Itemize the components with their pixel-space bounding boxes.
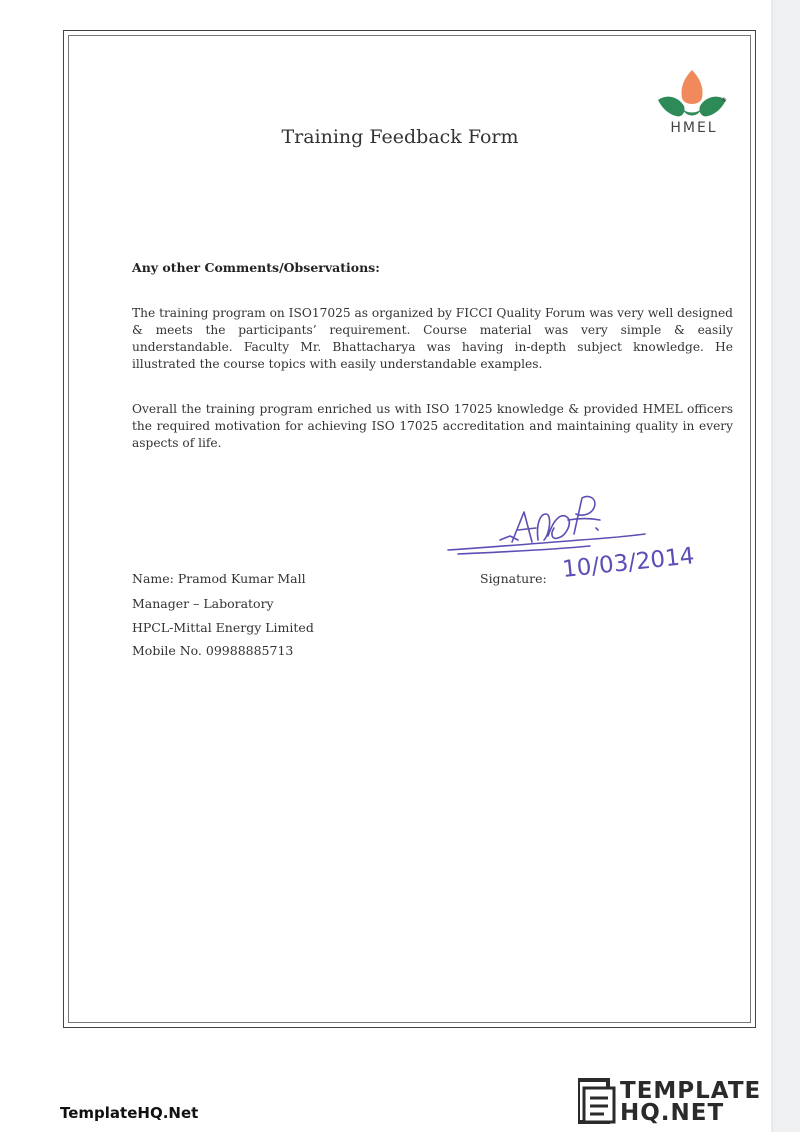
footer-site-name: TemplateHQ.Net [60,1104,199,1122]
section-heading: Any other Comments/Observations: [132,260,380,275]
signature-date: 10/03/2014 [561,543,696,583]
contact-designation: Manager – Laboratory [132,596,274,611]
comment-paragraph-1: The training program on ISO17025 as organized by FICCI Quality Forum was very well designed & meets the participants’ requirement. Course material was very simple & easily understandable. Faculty Mr. Bhattacharya was having in-depth subject knowledge. He illustrated the course topics with easily understandable examples. [132,306,733,371]
page-title: Training Feedback Form [281,126,519,148]
logo-registered-mark: ® [721,97,727,104]
handwritten-signature [440,484,710,584]
footer-brand-line-1: TEMPLATE [620,1078,762,1104]
logo-text: HMEL [670,120,718,136]
contact-name: Name: Pramod Kumar Mall [132,571,306,586]
comment-paragraph-2: Overall the training program enriched us with ISO 17025 knowledge & provided HMEL officers the required motivation for achieving ISO 17025 accreditation and maintaining quality in every aspects of life. [132,402,733,450]
footer-brand-line-2: HQ.NET [620,1100,725,1126]
contact-company: HPCL-Mittal Energy Limited [132,620,314,635]
signature-label: Signature: [480,571,547,586]
contact-mobile: Mobile No. 09988885713 [132,643,294,658]
